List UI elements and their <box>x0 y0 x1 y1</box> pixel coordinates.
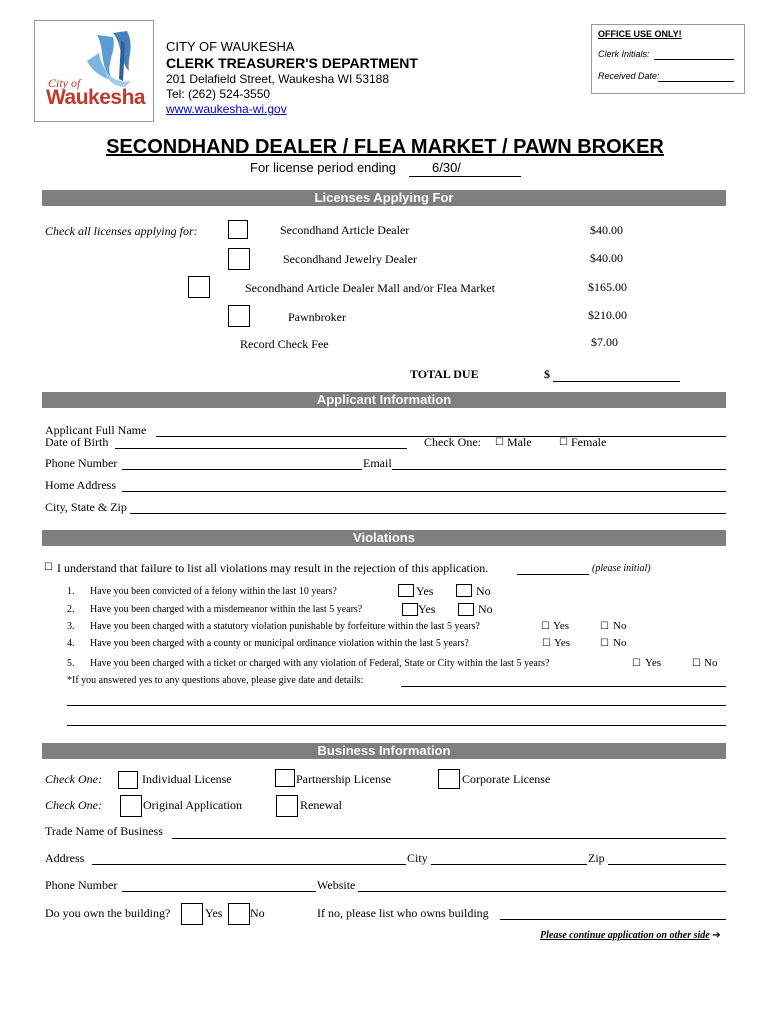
please-initial-label: (please initial) <box>592 563 651 574</box>
continue-text: Please continue application on other side <box>540 930 710 941</box>
question-number: 1. <box>67 586 75 597</box>
q5-yes-checkbox-icon[interactable]: ☐ <box>632 658 641 669</box>
business-phone-field[interactable] <box>122 891 316 892</box>
initial-field[interactable] <box>517 574 589 575</box>
license-checkbox-article[interactable] <box>228 220 248 239</box>
license-period-value: 6/30/ <box>432 160 461 175</box>
city-state-zip-label: City, State & Zip <box>45 500 127 514</box>
license-label-jewelry: Secondhand Jewelry Dealer <box>283 252 417 266</box>
license-checkbox-flea-market[interactable] <box>188 276 210 298</box>
business-check-one-label: Check One: <box>45 772 102 786</box>
license-label-flea-market: Secondhand Article Dealer Mall and/or Flea Market <box>245 281 495 295</box>
own-building-no-label: No <box>250 906 265 920</box>
check-all-label: Check all licenses applying for: <box>45 224 198 238</box>
question-number: 4. <box>67 638 75 649</box>
question-number: 3. <box>67 621 75 632</box>
full-name-label: Applicant Full Name <box>45 423 147 437</box>
male-checkbox-icon[interactable]: ☐ <box>495 437 504 448</box>
license-period-field[interactable] <box>409 176 521 177</box>
email-field[interactable] <box>392 469 726 470</box>
total-due-label: TOTAL DUE <box>410 367 479 381</box>
record-check-label: Record Check Fee <box>240 337 329 351</box>
city-name: CITY OF WAUKESHA <box>166 39 295 54</box>
license-fee-article: $40.00 <box>590 223 623 237</box>
license-fee-pawnbroker: $210.00 <box>588 308 627 322</box>
original-application-label: Original Application <box>143 798 242 812</box>
corporate-license-label: Corporate License <box>462 772 551 786</box>
q4-no-label: No <box>613 637 627 649</box>
received-date-label: Received Date: <box>598 71 660 81</box>
q3-yes-label: Yes <box>553 620 570 632</box>
dob-label: Date of Birth <box>45 435 109 449</box>
trade-name-field[interactable] <box>172 838 726 839</box>
corporate-license-checkbox[interactable] <box>438 769 460 789</box>
application-check-one-label: Check One: <box>45 798 102 812</box>
violations-section-header: Violations <box>42 530 726 546</box>
arrow-right-icon: ➔ <box>712 930 721 941</box>
business-zip-field[interactable] <box>608 864 726 865</box>
if-no-owner-label: If no, please list who owns building <box>317 906 489 920</box>
original-application-checkbox[interactable] <box>120 795 142 817</box>
question-number: 5. <box>67 658 75 669</box>
record-check-fee: $7.00 <box>591 335 618 349</box>
building-owner-field[interactable] <box>500 919 726 920</box>
department-website[interactable]: www.waukesha-wi.gov <box>166 102 287 116</box>
own-building-yes-checkbox[interactable] <box>181 903 203 925</box>
total-due-field[interactable] <box>553 381 680 382</box>
license-label-article: Secondhand Article Dealer <box>280 223 410 237</box>
applicant-section-header: Applicant Information <box>42 392 726 408</box>
office-use-title: OFFICE USE ONLY! <box>598 29 682 39</box>
city-state-zip-field[interactable] <box>130 513 726 514</box>
home-address-field[interactable] <box>122 491 726 492</box>
own-building-label: Do you own the building? <box>45 906 171 920</box>
q4-no-checkbox-icon[interactable]: ☐ <box>600 638 609 649</box>
department-phone: Tel: (262) 524-3550 <box>166 87 271 101</box>
q2-no-label: No <box>478 602 493 616</box>
q2-no-checkbox[interactable] <box>458 603 474 616</box>
received-date-field[interactable] <box>658 81 734 82</box>
q4-yes-checkbox-icon[interactable]: ☐ <box>542 638 551 649</box>
phone-label: Phone Number <box>45 456 118 470</box>
q4-yes-label: Yes <box>554 637 571 649</box>
email-label: Email <box>363 456 392 470</box>
business-city-label: City <box>407 851 428 865</box>
form-title: SECONDHAND DEALER / FLEA MARKET / PAWN BROKER <box>106 136 664 158</box>
home-address-label: Home Address <box>45 478 116 492</box>
business-website-label: Website <box>317 878 356 892</box>
office-use-box <box>591 24 745 94</box>
dob-field[interactable] <box>115 448 407 449</box>
logo-text-main: Waukesha <box>46 86 146 109</box>
own-building-yes-label: Yes <box>205 906 223 920</box>
q5-yes-label: Yes <box>645 657 662 669</box>
q2-yes-label: Yes <box>418 602 436 616</box>
q3-no-checkbox-icon[interactable]: ☐ <box>600 621 609 632</box>
understand-checkbox-icon[interactable]: ☐ <box>44 562 53 573</box>
q1-yes-checkbox[interactable] <box>398 584 414 597</box>
phone-field[interactable] <box>122 469 362 470</box>
department-name: CLERK TREASURER'S DEPARTMENT <box>166 55 418 71</box>
q1-no-label: No <box>476 584 491 598</box>
own-building-no-checkbox[interactable] <box>228 903 250 925</box>
renewal-label: Renewal <box>300 798 342 812</box>
gender-check-one-label: Check One: <box>424 435 481 449</box>
details-field-2[interactable] <box>67 705 726 706</box>
details-field-1[interactable] <box>401 686 726 687</box>
details-field-3[interactable] <box>67 725 726 726</box>
female-label: Female <box>571 435 607 449</box>
trade-name-label: Trade Name of Business <box>45 824 163 838</box>
business-website-field[interactable] <box>358 891 726 892</box>
question-text: Have you been charged with a county or municipal ordinance violation within the last 5 years? <box>90 638 469 649</box>
license-fee-jewelry: $40.00 <box>590 251 623 265</box>
license-period-label: For license period ending <box>250 160 396 175</box>
individual-license-label: Individual License <box>142 772 232 786</box>
female-checkbox-icon[interactable]: ☐ <box>559 437 568 448</box>
q1-no-checkbox[interactable] <box>456 584 472 597</box>
business-zip-label: Zip <box>588 851 605 865</box>
q2-yes-checkbox[interactable] <box>402 603 418 616</box>
business-section-header: Business Information <box>42 743 726 759</box>
partnership-license-checkbox[interactable] <box>275 769 295 787</box>
question-text: Have you been convicted of a felony within the last 10 years? <box>90 586 337 597</box>
question-number: 2. <box>67 604 75 615</box>
question-text: Have you been charged with a ticket or charged with any violation of Federal, State or City within the last 5 years? <box>90 658 550 669</box>
logo-text-top: City of <box>48 76 81 90</box>
total-due-currency: $ <box>544 367 550 381</box>
q5-no-checkbox-icon[interactable]: ☐ <box>692 658 701 669</box>
question-text: Have you been charged with a misdemeanor within the last 5 years? <box>90 604 363 615</box>
business-phone-label: Phone Number <box>45 878 118 892</box>
q1-yes-label: Yes <box>416 584 434 598</box>
license-checkbox-pawnbroker[interactable] <box>228 305 250 327</box>
individual-license-checkbox[interactable] <box>118 771 138 789</box>
license-checkbox-jewelry[interactable] <box>228 248 250 270</box>
q3-no-label: No <box>613 620 627 632</box>
business-city-field[interactable] <box>431 864 587 865</box>
business-address-label: Address <box>45 851 85 865</box>
renewal-checkbox[interactable] <box>276 795 298 817</box>
question-text: Have you been charged with a statutory violation punishable by forfeiture within the last 5 years? <box>90 621 480 632</box>
partnership-license-label: Partnership License <box>296 772 391 786</box>
clerk-initials-label: Clerk Initials: <box>598 49 650 59</box>
male-label: Male <box>507 435 532 449</box>
q3-yes-checkbox-icon[interactable]: ☐ <box>541 621 550 632</box>
details-label: *If you answered yes to any questions above, please give date and details: <box>67 675 364 686</box>
licenses-section-header: Licenses Applying For <box>42 190 726 206</box>
continue-note <box>540 930 721 941</box>
business-address-field[interactable] <box>92 864 406 865</box>
license-fee-flea-market: $165.00 <box>588 280 627 294</box>
clerk-initials-field[interactable] <box>654 59 734 60</box>
department-address: 201 Delafield Street, Waukesha WI 53188 <box>166 72 390 86</box>
understand-text: I understand that failure to list all violations may result in the rejection of this application. <box>57 561 489 575</box>
q5-no-label: No <box>704 657 718 669</box>
license-label-pawnbroker: Pawnbroker <box>288 310 346 324</box>
